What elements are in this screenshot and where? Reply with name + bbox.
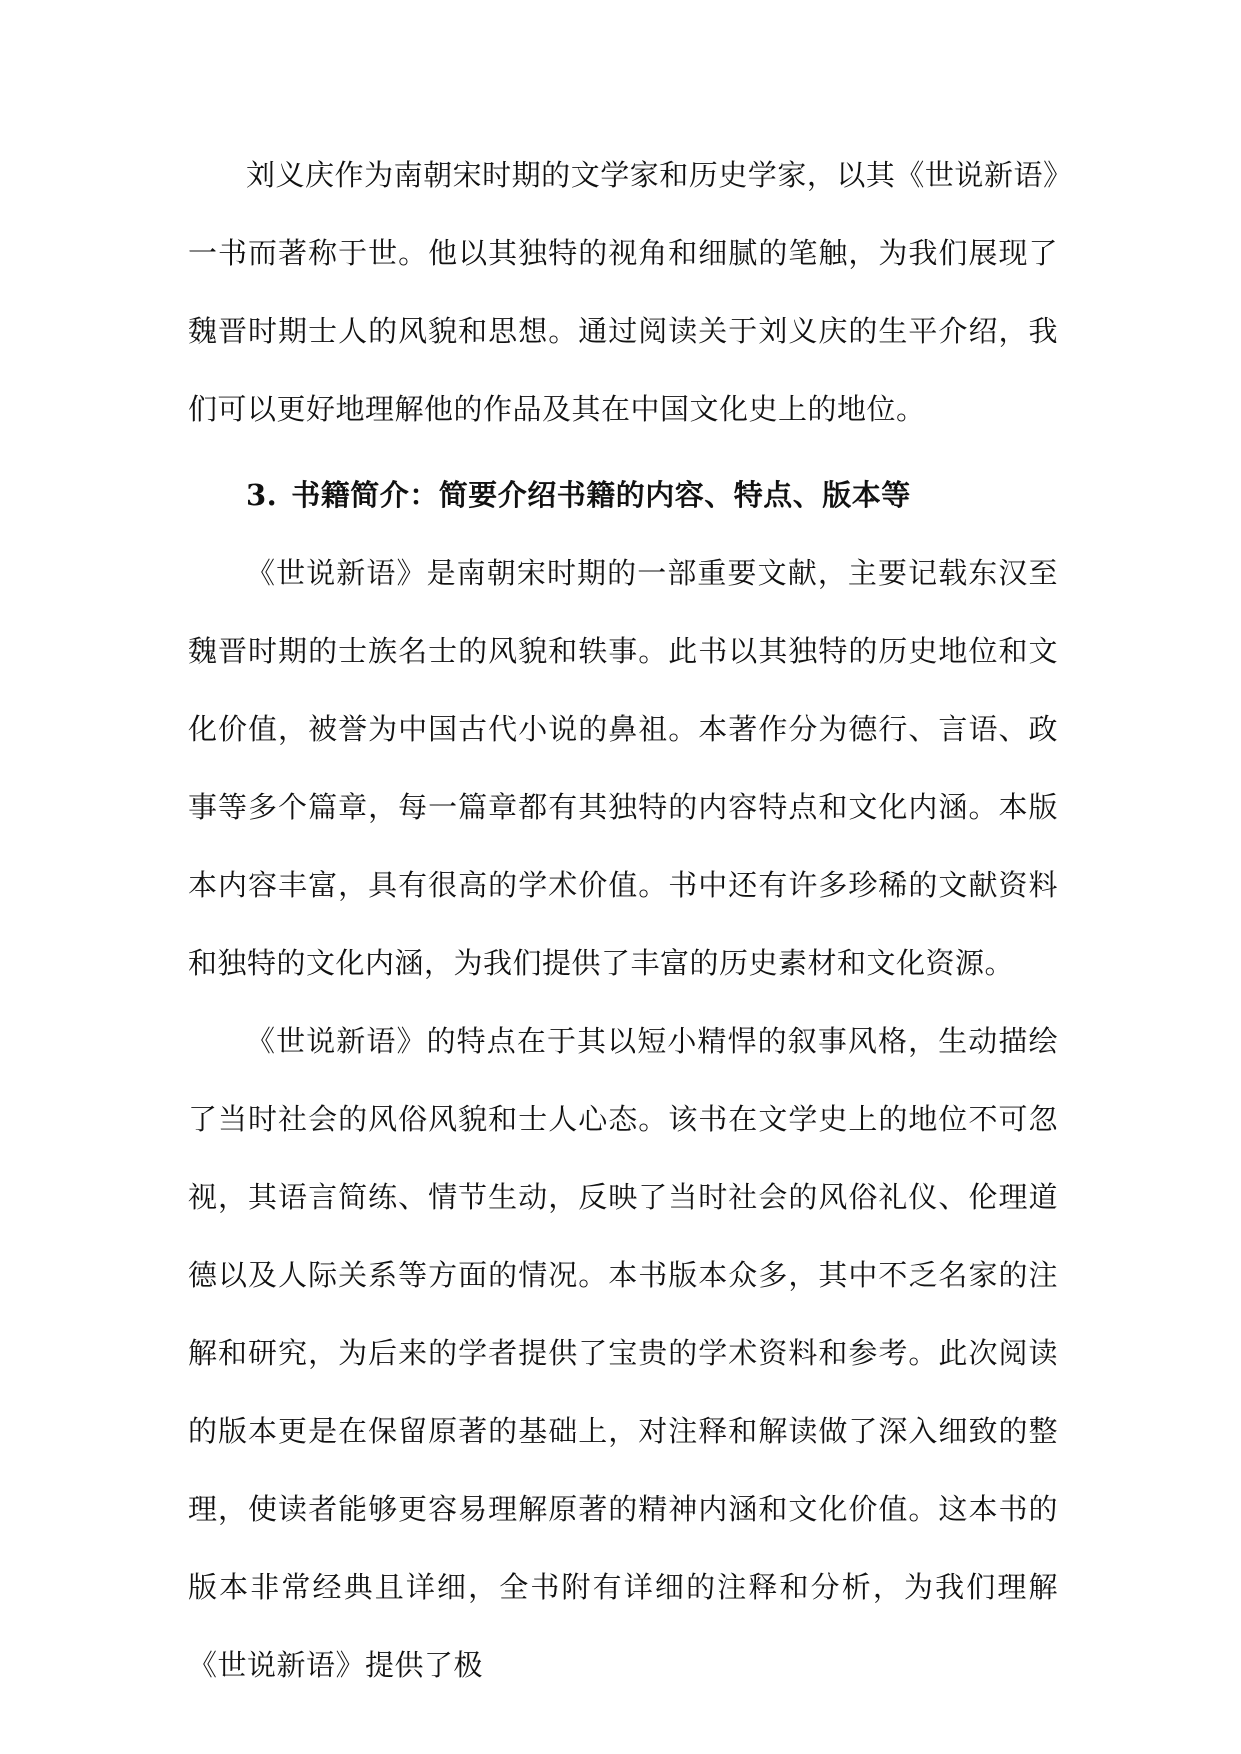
section-number: 3. <box>246 478 278 512</box>
paragraph-book-features: 《世说新语》的特点在于其以短小精悍的叙事风格，生动描绘了当时社会的风俗风貌和士人心态。该书在文学史上的地位不可忽视，其语言简练、情节生动，反映了当时社会的风俗礼仪、伦理道德以及人际关系等方面的情况。本书版本众多，其中不乏名家的注解和研究，为后来的学者提供了宝贵的学术资料和参考。此次阅读的版本更是在保留原著的基础上，对注释和解读做了深入细致的整理，使读者能够更容易理解原著的精神内涵和文化价值。这本书的版本非常经典且详细，全书附有详细的注释和分析，为我们理解《世说新语》提供了极 <box>188 1024 1058 1682</box>
section-heading <box>188 456 1058 534</box>
section-title: 书籍简介：简要介绍书籍的内容、特点、版本等 <box>291 478 911 512</box>
document-body <box>188 136 1058 1704</box>
paragraph-liu-yiqing: 刘义庆作为南朝宋时期的文学家和历史学家，以其《世说新语》一书而著称于世。他以其独特的视角和细腻的笔触，为我们展现了魏晋时期士人的风貌和思想。通过阅读关于刘义庆的生平介绍，我们可以更好地理解他的作品及其在中国文化史上的地位。 <box>188 158 1058 426</box>
paragraph-book-intro: 《世说新语》是南朝宋时期的一部重要文献，主要记载东汉至魏晋时期的士族名士的风貌和轶事。此书以其独特的历史地位和文化价值，被誉为中国古代小说的鼻祖。本著作分为德行、言语、政事等多个篇章，每一篇章都有其独特的内容特点和文化内涵。本版本内容丰富，具有很高的学术价值。书中还有许多珍稀的文献资料和独特的文化内涵，为我们提供了丰富的历史素材和文化资源。 <box>188 556 1058 980</box>
